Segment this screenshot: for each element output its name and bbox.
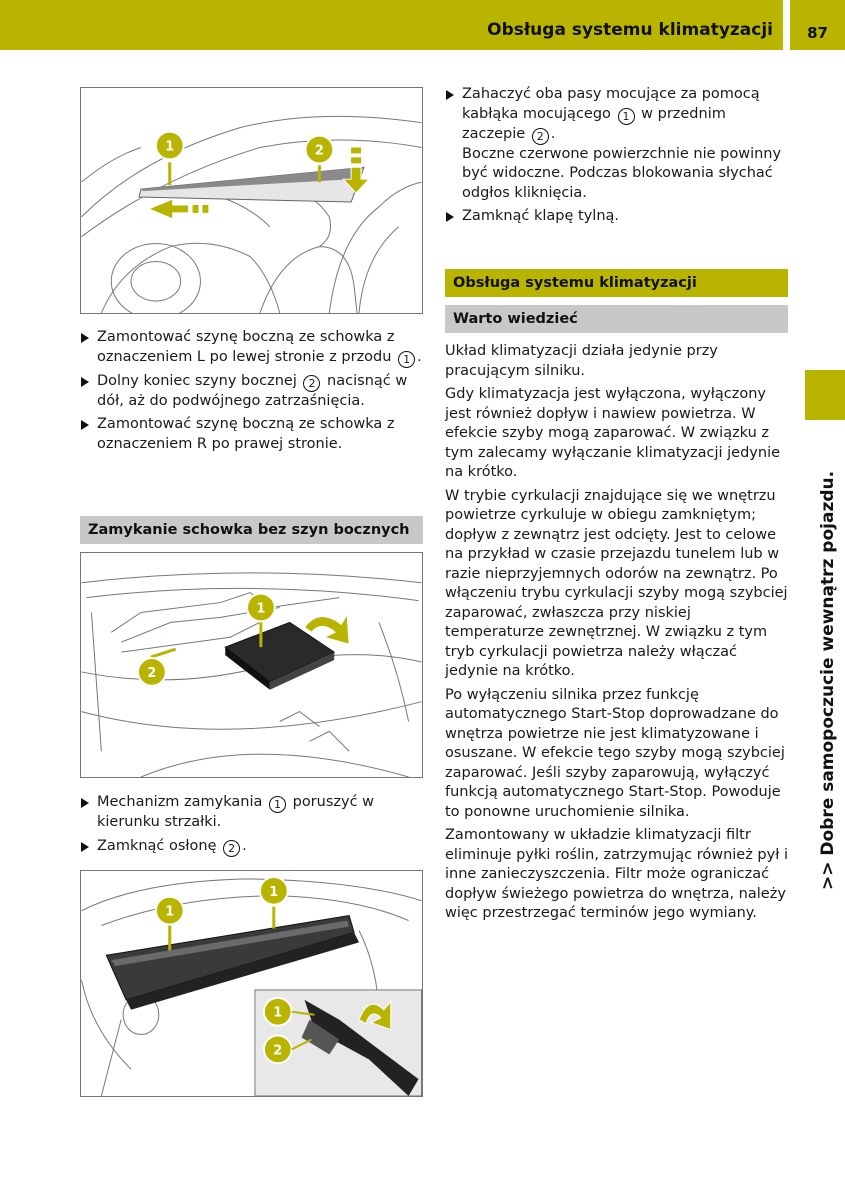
header-bar xyxy=(0,0,783,50)
side-chapter-label: >> Dobre samopoczucie wewnątrz pojazdu. xyxy=(818,470,838,890)
bullet-text: Zamontować szynę boczną ze schowka z oznaczeniem R po prawej stronie. xyxy=(97,416,395,452)
figure-side-rails-drawing xyxy=(81,88,422,313)
bullet-text: . xyxy=(550,125,556,142)
bullet-text: poruszyć w kierunku strzałki. xyxy=(97,794,375,830)
page-title: Obsługa systemu klimatyzacji xyxy=(487,20,773,40)
left-instructions-1 xyxy=(80,328,425,458)
callout-1-label: 1 xyxy=(165,139,175,155)
bullet-text: . xyxy=(242,837,247,854)
callout-1b-label: 1 xyxy=(269,884,279,900)
bullet-text: Zahaczyć oba pasy mocujące za pomocą kabłąka mocującego xyxy=(462,86,760,122)
figure-closing-mechanism-drawing xyxy=(81,553,422,777)
bullet-text: Dolny koniec szyny bocznej xyxy=(97,372,302,389)
page-number-box xyxy=(790,0,845,50)
section-heading-good-to-know: Warto wiedzieć xyxy=(445,305,788,333)
callout-ref: 2 xyxy=(223,840,240,857)
bullet-note: Boczne czerwone powierzchnie nie powinny być widoczne. Podczas blokowania słychać odgłos kliknięcia. xyxy=(462,145,782,201)
callout-ref: 2 xyxy=(303,375,320,392)
inset-callout-1-label: 1 xyxy=(273,1005,283,1021)
body-paragraph: Układ klimatyzacji działa jedynie przy pracującym silniku. xyxy=(445,343,718,379)
right-instructions xyxy=(445,85,790,231)
instruction-bullet xyxy=(445,85,790,203)
left-instructions-2 xyxy=(80,793,425,861)
body-paragraph: Zamontowany w układzie klimatyzacji filtr eliminuje pyłki roślin, zatrzymując również pył i inne zanieczyszczenia. Filtr może ograniczać dopływ świeżego powietrza do wnętrza, należy więc przestrzegać terminów jego wymiany. xyxy=(445,827,788,921)
side-chapter-svg xyxy=(806,425,844,895)
instruction-bullet xyxy=(445,207,790,227)
bullet-text: Mechanizm zamykania xyxy=(97,794,267,810)
bullet-text: . xyxy=(417,348,422,365)
inset-callout-2-label: 2 xyxy=(273,1043,283,1059)
figure-cover xyxy=(80,870,423,1097)
callout-ref: 1 xyxy=(618,108,635,125)
right-body-text xyxy=(445,342,790,928)
callout-2-label: 2 xyxy=(314,143,324,159)
instruction-bullet xyxy=(80,328,425,368)
callout-ref: 2 xyxy=(532,128,549,145)
side-tab-marker xyxy=(805,370,845,420)
body-paragraph: W trybie cyrkulacji znajdujące się we wnętrzu powietrze cyrkuluje w obiegu zamkniętym; dopływ z zewnątrz jest odcięty. Jest to celowe na przykład w czasie przejazdu tunelem lub w razie nieprzyjemnych odorów na zewnątrz. Po włączeniu trybu cyrkulacji szyby mogą szybciej zaparować, zwłaszcza przy niskiej temperaturze zewnętrznej. W związku z tym tryb cyrkulacji powietrza należy włączać jedynie na krótko. xyxy=(445,487,788,679)
instruction-bullet xyxy=(80,837,425,857)
callout-ref: 1 xyxy=(398,351,415,368)
instruction-bullet xyxy=(80,372,425,412)
figure-cover-drawing xyxy=(81,871,422,1096)
body-paragraph: Po wyłączeniu silnika przez funkcję automatycznego Start-Stop doprowadzane do wnętrza powietrze nie jest klimatyzowane i osuszane. W efekcie tego szyby mogą szybciej zaparować. Jeśli szyby zaparowują, wyłączyć funkcją automatycznego Start-Stop. Powoduje to ponowne uruchomienie silnika. xyxy=(445,686,785,820)
callout-1-label: 1 xyxy=(256,601,266,617)
figure-side-rails xyxy=(80,87,423,314)
callout-ref: 1 xyxy=(269,796,286,813)
section-heading-climate: Obsługa systemu klimatyzacji xyxy=(445,269,788,297)
body-paragraph: Gdy klimatyzacja jest wyłączona, wyłączony jest również dopływ i nawiew powietrza. W efekcie szyby mogą zaparować. W związku z tym zalecamy wyłączanie klimatyzacji jedynie na krótko. xyxy=(445,386,781,480)
bullet-text: Zamknąć klapę tylną. xyxy=(462,208,620,224)
page-number: 87 xyxy=(807,24,828,42)
bullet-text: Zamontować szynę boczną ze schowka z oznaczeniem L po lewej stronie z przodu xyxy=(97,329,397,365)
callout-1-label: 1 xyxy=(165,904,175,920)
callout-2-label: 2 xyxy=(147,665,157,681)
bullet-text: nacisnąć w dół, aż do podwójnego zatrzaśnięcia. xyxy=(97,372,408,409)
bullet-text: Zamknąć osłonę xyxy=(97,837,222,854)
bullet-text: w przednim zaczepie xyxy=(462,105,726,142)
arrow-left-icon xyxy=(149,199,189,219)
instruction-bullet xyxy=(80,415,425,454)
figure-closing-mechanism xyxy=(80,552,423,778)
instruction-bullet xyxy=(80,793,425,833)
side-chapter-text xyxy=(806,425,844,895)
section-heading-closing: Zamykanie schowka bez szyn bocznych xyxy=(80,516,423,544)
